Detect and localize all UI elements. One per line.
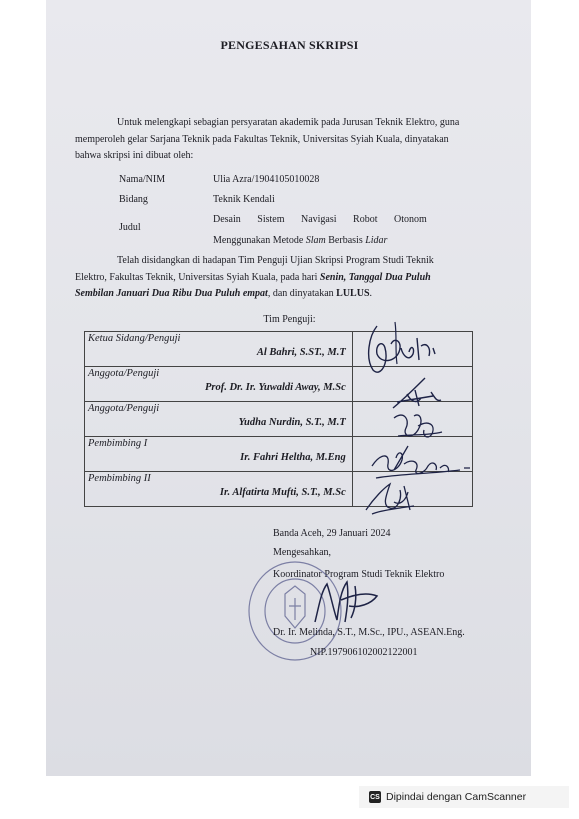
examiner-name: Prof. Dr. Ir. Yuwaldi Away, M.Sc [204,382,346,393]
judul-label: Judul [119,222,141,233]
camscanner-footer [359,786,569,808]
coordinator-position: Koordinator Program Studi Teknik Elektro [273,569,445,580]
intro-line-1: Untuk melengkapi sebagian persyaratan akademik pada Jurusan Teknik Elektro, guna [117,117,460,128]
examiner-role: Anggota/Penguji [88,403,160,414]
judul-value-line-2: Menggunakan Metode Slam Berbasis Lidar [213,235,388,246]
statement-paragraph [75,253,487,303]
statement-line-1: Telah disidangkan di hadapan Tim Penguji Ujian Skripsi Program Studi Teknik [117,255,434,266]
coordinator-nip: NIP.197906102002122001 [310,647,418,658]
bidang-value: Teknik Kendali [213,194,275,205]
mengesahkan-label: Mengesahkan, [273,547,332,558]
signature-anggota-2 [388,406,448,444]
judul-value-line-1: Desain Sistem Navigasi Robot Otonom [213,214,427,225]
coordinator-name: Dr. Ir. Melinda, S.T., M.Sc., IPU., ASEAN.Eng. [273,627,465,638]
examiner-name: Ir. Fahri Heltha, M.Eng [240,452,346,463]
signature-coordinator [305,576,385,628]
nama-value: Ulia Azra/1904105010028 [213,174,320,185]
examiner-name: Al Bahri, S.ST., M.T [256,347,346,358]
tim-penguji-heading: Tim Penguji: [263,314,316,325]
signature-pembimbing-2 [360,478,420,518]
examiner-role: Ketua Sidang/Penguji [88,333,181,344]
intro-line-2: memperoleh gelar Sarjana Teknik pada Fakultas Teknik, Universitas Syiah Kuala, dinyatakan [75,133,449,145]
document-title: PENGESAHAN SKRIPSI [220,38,359,52]
bidang-label: Bidang [119,194,148,205]
examiner-role: Pembimbing I [88,438,148,449]
examiner-role: Pembimbing II [88,473,151,484]
camscanner-icon: CS [369,791,381,803]
intro-line-3: bahwa skripsi ini dibuat oleh: [75,150,194,161]
examiner-name: Ir. Alfatirta Mufti, S.T., M.Sc [219,487,346,498]
examiner-name: Yudha Nurdin, S.T., M.T [238,417,346,428]
intro-paragraph [75,115,487,165]
statement-line-2: Elektro, Fakultas Teknik, Universitas Syiah Kuala, pada hari Senin, Tanggal Dua Puluh [75,271,431,283]
statement-line-3: Sembilan Januari Dua Ribu Dua Puluh empat, dan dinyatakan LULUS. [75,288,373,299]
nama-label: Nama/NIM [119,174,166,185]
place-date: Banda Aceh, 29 Januari 2024 [273,528,391,539]
examiner-role: Anggota/Penguji [88,368,160,379]
camscanner-label: Dipindai dengan CamScanner [386,791,527,803]
